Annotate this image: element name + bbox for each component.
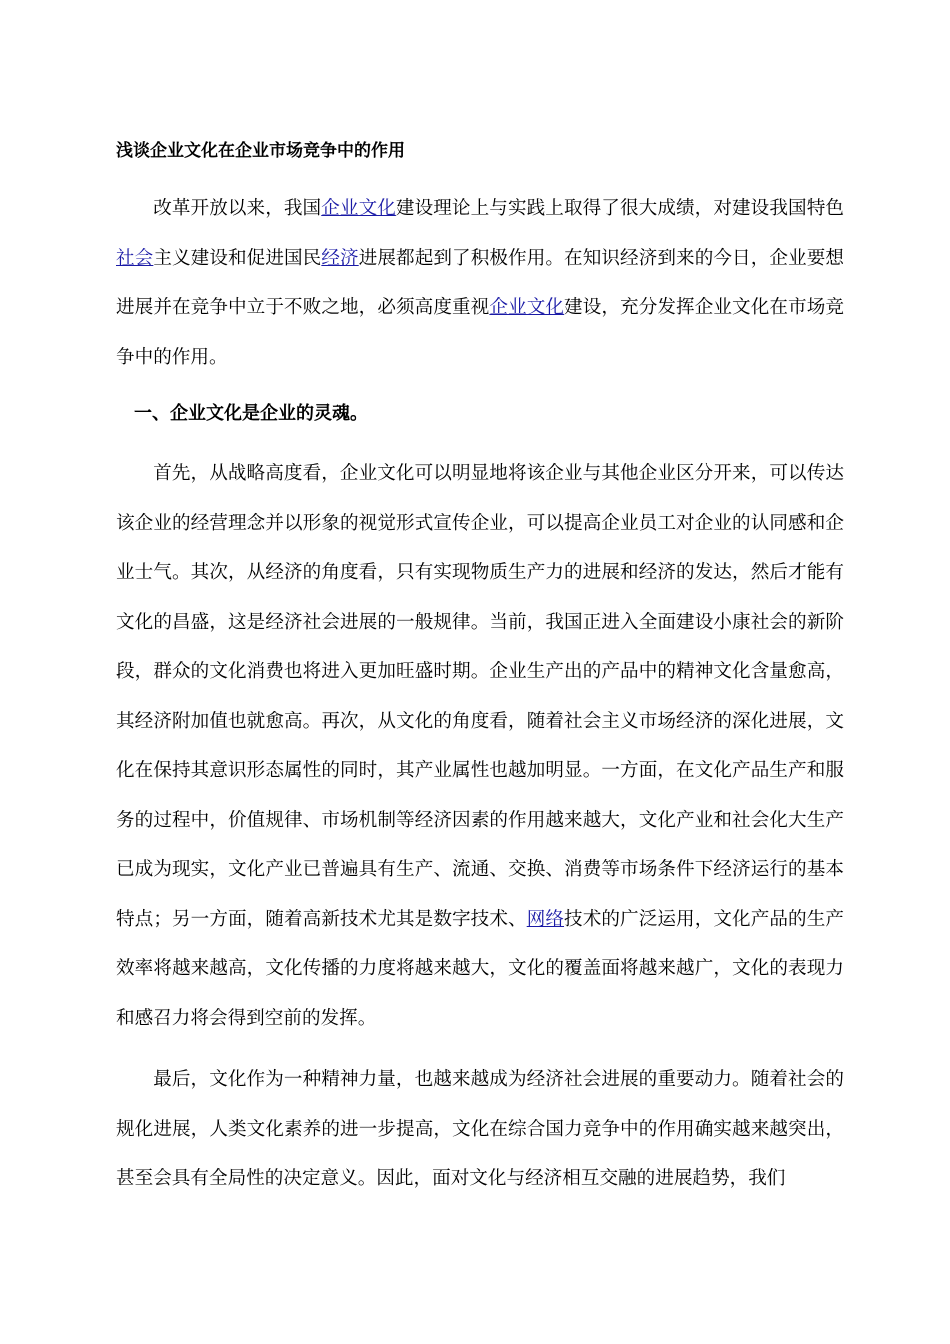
link-enterprise-culture[interactable]: 企业文化: [321, 198, 396, 219]
link-society[interactable]: 社会: [116, 247, 154, 269]
link-economy[interactable]: 经济: [321, 247, 359, 269]
link-enterprise-culture-2[interactable]: 企业文化: [489, 297, 565, 318]
text-run: 主义建设和促进国民: [153, 247, 322, 269]
body-paragraph: [116, 449, 844, 1043]
text-run: 建设，充分发挥企业文化在市场竞争中的作用。: [116, 297, 844, 368]
text-run: 技术的广泛运用，文化产品的生产效率将越来越高，文化传播的力度将越来越大，文化的覆盖面将越来越广，文化的表现力和感召力将会得到空前的发挥。: [116, 908, 844, 1029]
link-network[interactable]: 网络: [526, 908, 565, 930]
intro-paragraph: [116, 184, 844, 382]
document-title: 浅谈企业文化在企业市场竞争中的作用: [116, 141, 405, 161]
text-run: 改革开放以来，我国: [153, 198, 322, 219]
text-run: 建设理论上与实践上取得了很大成绩，对建设我国特色: [395, 198, 844, 219]
body-paragraph-final: 最后，文化作为一种精神力量，也越来越成为经济社会进展的重要动力。随着社会的规化进展，人类文化素养的进一步提高，文化在综合国力竞争中的作用确实越来越突出，甚至会具有全局性的决定意义。因此，面对文化与经济相互交融的进展趋势，我们: [116, 1069, 844, 1189]
text-run: 首先，从战略高度看，企业文化可以明显地将该企业与其他企业区分开来，可以传达该企业的经营理念并以形象的视觉形式宣传企业，可以提高企业员工对企业的认同感和企业士气。其次，从经济的角度看，只有实现物质生产力的进展和经济的发达，然后才能有文化的昌盛，这是经济社会进展的一般规律。当前，我国正进入全面建设小康社会的新阶段，群众的文化消费也将进入更加旺盛时期。企业生产出的产品中的精神文化含量愈高，其经济附加值也就愈高。再次，从文化的角度看，随着社会主义市场经济的深化进展，文化在保持其意识形态属性的同时，其产业属性也越加明显。一方面，在文化产品生产和服务的过程中，价值规律、市场机制等经济因素的作用越来越大，文化产业和社会化大生产已成为现实，文化产业已普遍具有生产、流通、交换、消费等市场条件下经济运行的基本特点；另一方面，随着高新技术尤其是数字技术、: [116, 463, 844, 930]
section-heading: 一、企业文化是企业的灵魂。: [134, 403, 368, 424]
text-run: 进展都起到了积极作用。在知识经济到来的今日，企业要想进展并在竞争中立于不败之地，必须高度重视: [116, 247, 844, 318]
